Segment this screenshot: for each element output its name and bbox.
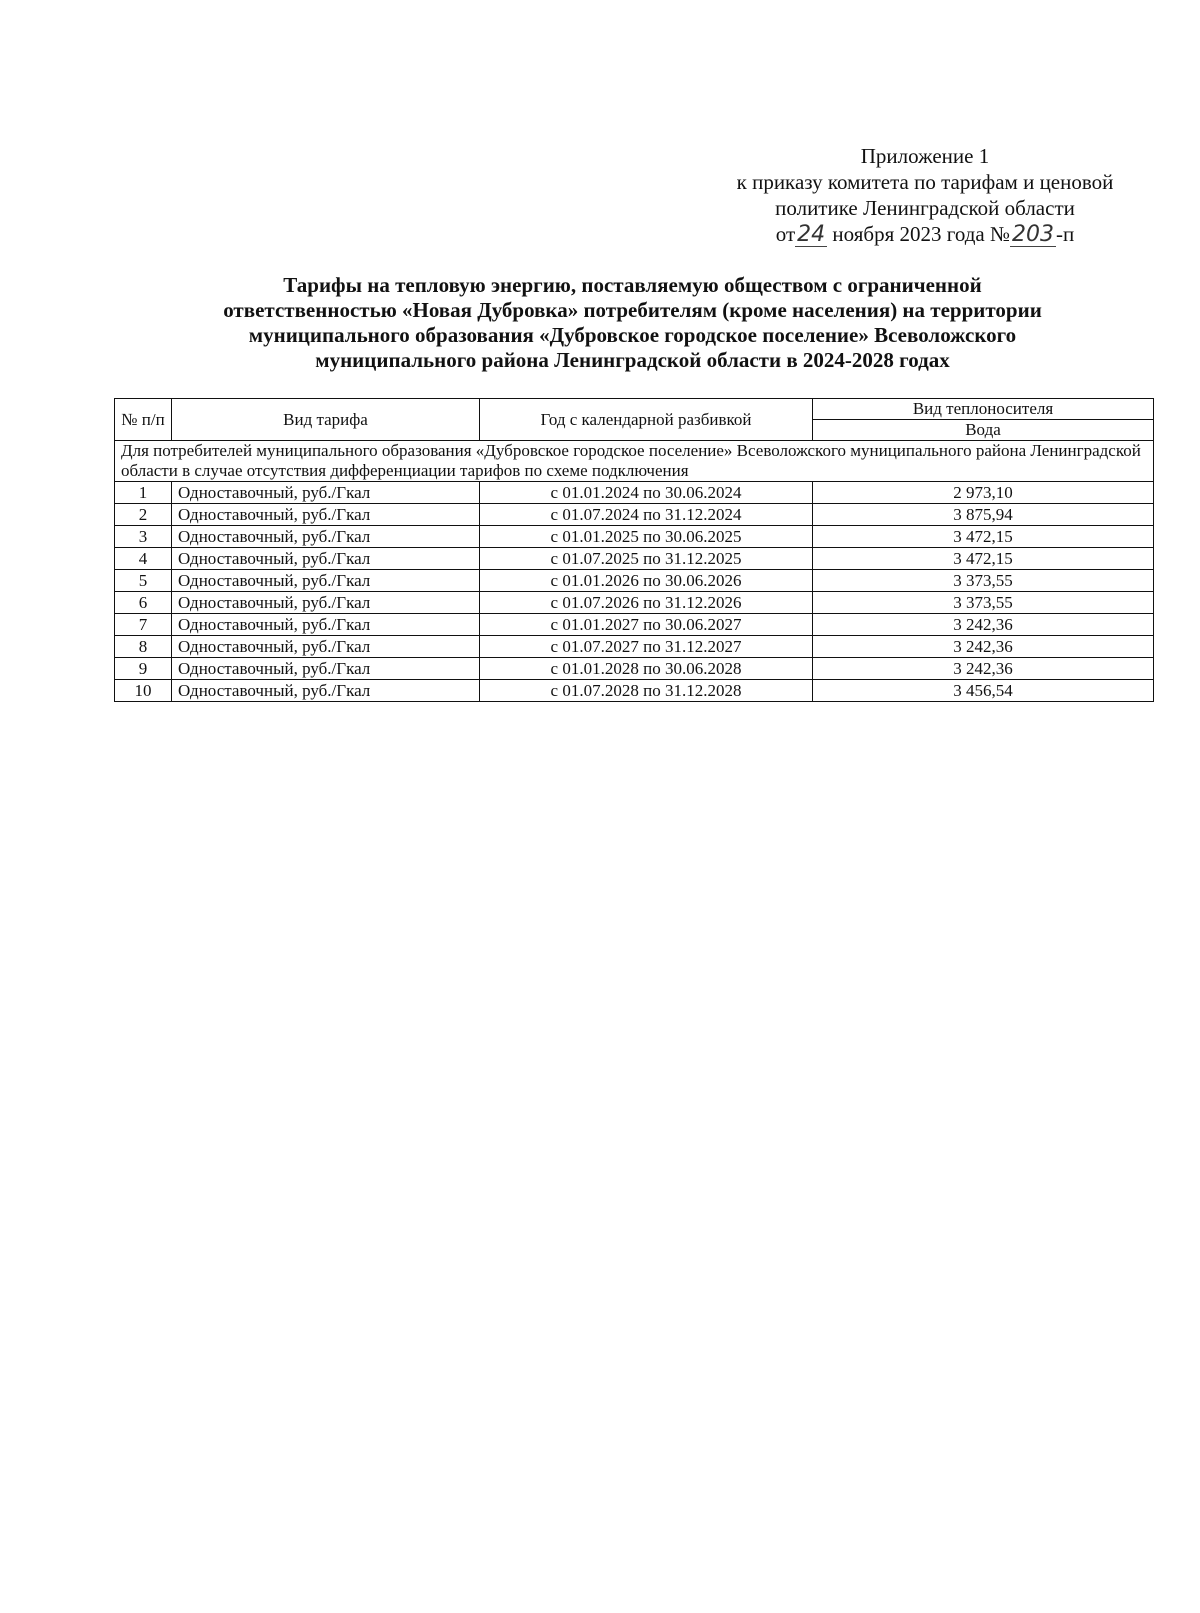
row-number: 6 bbox=[115, 592, 172, 614]
document-title bbox=[110, 273, 1155, 373]
row-value: 3 242,36 bbox=[813, 614, 1154, 636]
row-period: с 01.01.2025 по 30.06.2025 bbox=[480, 526, 813, 548]
row-number: 5 bbox=[115, 570, 172, 592]
date-prefix: от bbox=[775, 222, 796, 246]
table-body bbox=[115, 441, 1154, 702]
header-water: Вода bbox=[813, 420, 1154, 441]
title-line-3: муниципального образования «Дубровское городское поселение» Всеволожского bbox=[248, 323, 1017, 347]
table-row bbox=[115, 548, 1154, 570]
row-tariff-type: Одноставочный, руб./Гкал bbox=[172, 548, 480, 570]
table-row bbox=[115, 504, 1154, 526]
row-period: с 01.07.2027 по 31.12.2027 bbox=[480, 636, 813, 658]
row-period: с 01.01.2028 по 30.06.2028 bbox=[480, 658, 813, 680]
table-row bbox=[115, 614, 1154, 636]
row-tariff-type: Одноставочный, руб./Гкал bbox=[172, 592, 480, 614]
row-number: 8 bbox=[115, 636, 172, 658]
header-num: № п/п bbox=[115, 399, 172, 441]
table-row bbox=[115, 570, 1154, 592]
row-period: с 01.07.2024 по 31.12.2024 bbox=[480, 504, 813, 526]
row-number: 3 bbox=[115, 526, 172, 548]
row-value: 3 373,55 bbox=[813, 570, 1154, 592]
title-line-1: Тарифы на тепловую энергию, поставляемую обществом с ограниченной bbox=[283, 273, 982, 297]
title-line-4: муниципального района Ленинградской области в 2024-2028 годах bbox=[315, 348, 950, 372]
table-row bbox=[115, 680, 1154, 702]
group-row bbox=[115, 441, 1154, 482]
row-number: 10 bbox=[115, 680, 172, 702]
row-value: 3 373,55 bbox=[813, 592, 1154, 614]
row-period: с 01.01.2026 по 30.06.2026 bbox=[480, 570, 813, 592]
table-row bbox=[115, 592, 1154, 614]
row-tariff-type: Одноставочный, руб./Гкал bbox=[172, 504, 480, 526]
row-tariff-type: Одноставочный, руб./Гкал bbox=[172, 636, 480, 658]
row-value: 2 973,10 bbox=[813, 482, 1154, 504]
appendix-title: Приложение 1 bbox=[860, 144, 990, 168]
row-value: 3 875,94 bbox=[813, 504, 1154, 526]
table-row bbox=[115, 482, 1154, 504]
appendix-header bbox=[700, 143, 1150, 247]
row-period: с 01.07.2025 по 31.12.2025 bbox=[480, 548, 813, 570]
row-tariff-type: Одноставочный, руб./Гкал bbox=[172, 526, 480, 548]
order-suffix: -п bbox=[1056, 222, 1075, 246]
table-row bbox=[115, 526, 1154, 548]
appendix-committee: политике Ленинградской области bbox=[775, 196, 1075, 220]
row-period: с 01.07.2026 по 31.12.2026 bbox=[480, 592, 813, 614]
row-tariff-type: Одноставочный, руб./Гкал bbox=[172, 482, 480, 504]
tariff-table bbox=[114, 398, 1154, 702]
row-tariff-type: Одноставочный, руб./Гкал bbox=[172, 614, 480, 636]
row-tariff-type: Одноставочный, руб./Гкал bbox=[172, 658, 480, 680]
title-line-2: ответственностью «Новая Дубровка» потребителям (кроме населения) на территории bbox=[223, 298, 1042, 322]
table-row bbox=[115, 658, 1154, 680]
table-header-row bbox=[115, 399, 1154, 420]
row-tariff-type: Одноставочный, руб./Гкал bbox=[172, 680, 480, 702]
row-number: 7 bbox=[115, 614, 172, 636]
header-period: Год с календарной разбивкой bbox=[480, 399, 813, 441]
header-tariff-type: Вид тарифа bbox=[172, 399, 480, 441]
handwritten-day: 24 bbox=[797, 222, 826, 247]
row-value: 3 242,36 bbox=[813, 658, 1154, 680]
header-heat-carrier: Вид теплоносителя bbox=[813, 399, 1154, 420]
row-value: 3 456,54 bbox=[813, 680, 1154, 702]
row-value: 3 472,15 bbox=[813, 548, 1154, 570]
handwritten-order-number: 203 bbox=[1012, 222, 1055, 247]
row-number: 4 bbox=[115, 548, 172, 570]
row-value: 3 242,36 bbox=[813, 636, 1154, 658]
row-period: с 01.01.2027 по 30.06.2027 bbox=[480, 614, 813, 636]
row-period: с 01.01.2024 по 30.06.2024 bbox=[480, 482, 813, 504]
row-number: 2 bbox=[115, 504, 172, 526]
appendix-order-ref: к приказу комитета по тарифам и ценовой bbox=[736, 170, 1114, 194]
group-label: Для потребителей муниципального образования «Дубровское городское поселение» Всеволожского муниципального района Ленинградской области в случае отсутствия дифференциации тарифов по схеме подключения bbox=[115, 441, 1154, 482]
row-tariff-type: Одноставочный, руб./Гкал bbox=[172, 570, 480, 592]
row-period: с 01.07.2028 по 31.12.2028 bbox=[480, 680, 813, 702]
row-number: 1 bbox=[115, 482, 172, 504]
date-month-year: ноября 2023 года № bbox=[832, 222, 1011, 246]
appendix-date-line bbox=[700, 221, 1150, 247]
row-value: 3 472,15 bbox=[813, 526, 1154, 548]
table-row bbox=[115, 636, 1154, 658]
row-number: 9 bbox=[115, 658, 172, 680]
